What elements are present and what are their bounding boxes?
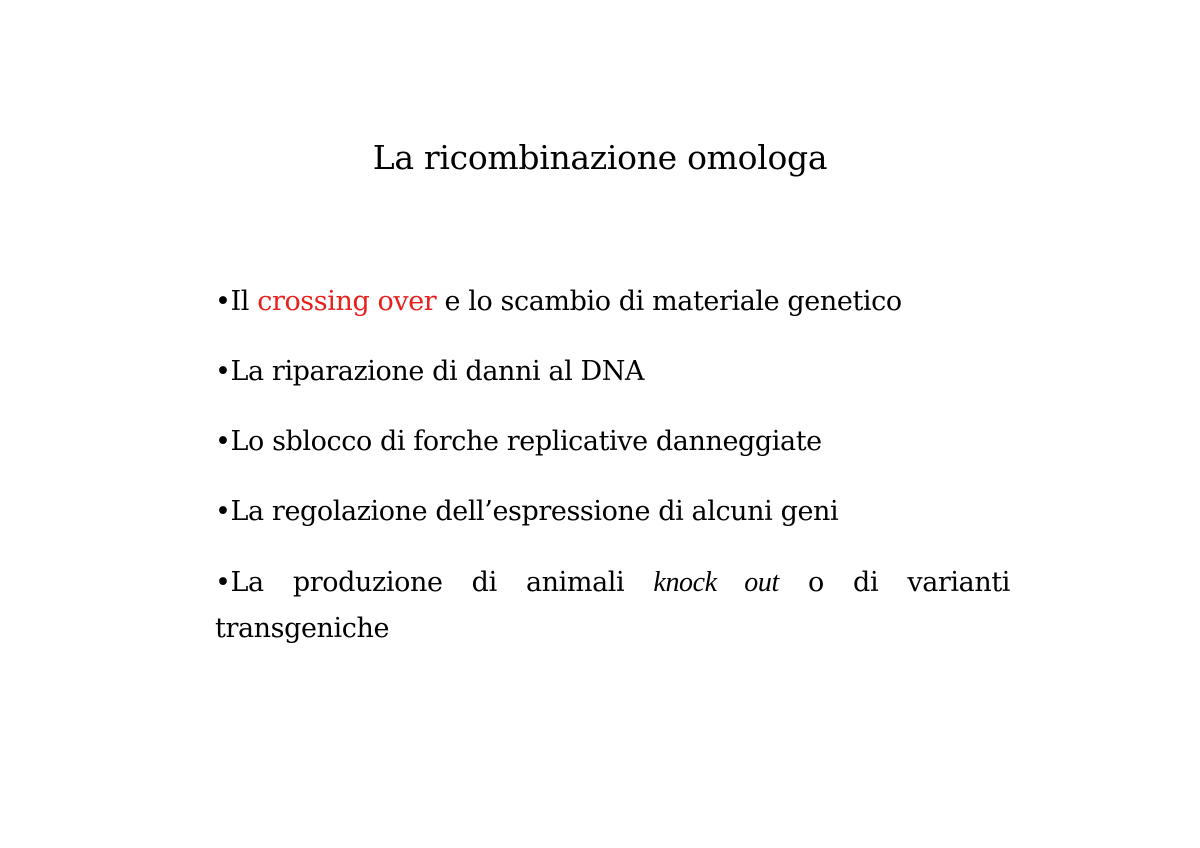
bullet-text: o di varianti transgeniche [215,567,1011,644]
highlighted-term: crossing over [257,286,437,317]
bullet-item-gene-regulation [215,490,1010,560]
bullet-item-knock-out [215,560,1010,652]
bullet-text: •La riparazione di danni al DNA [215,356,645,387]
italic-term: knock out [653,567,779,598]
bullet-text: e lo scambio di materiale genetico [436,286,902,317]
bullet-item-replication-forks [215,420,1010,490]
bullet-text: •La regolazione dell’espressione di alcuni geni [215,496,839,527]
bullet-text: •Lo sblocco di forche replicative danneggiate [215,426,822,457]
bullet-text: •Il [215,286,258,317]
bullet-list [215,280,1010,652]
slide-title: La ricombinazione omologa [372,138,828,177]
bullet-item-dna-repair [215,350,1010,420]
bullet-item-crossing-over [215,280,1010,350]
bullet-text: •La produzione di animali [215,567,654,598]
